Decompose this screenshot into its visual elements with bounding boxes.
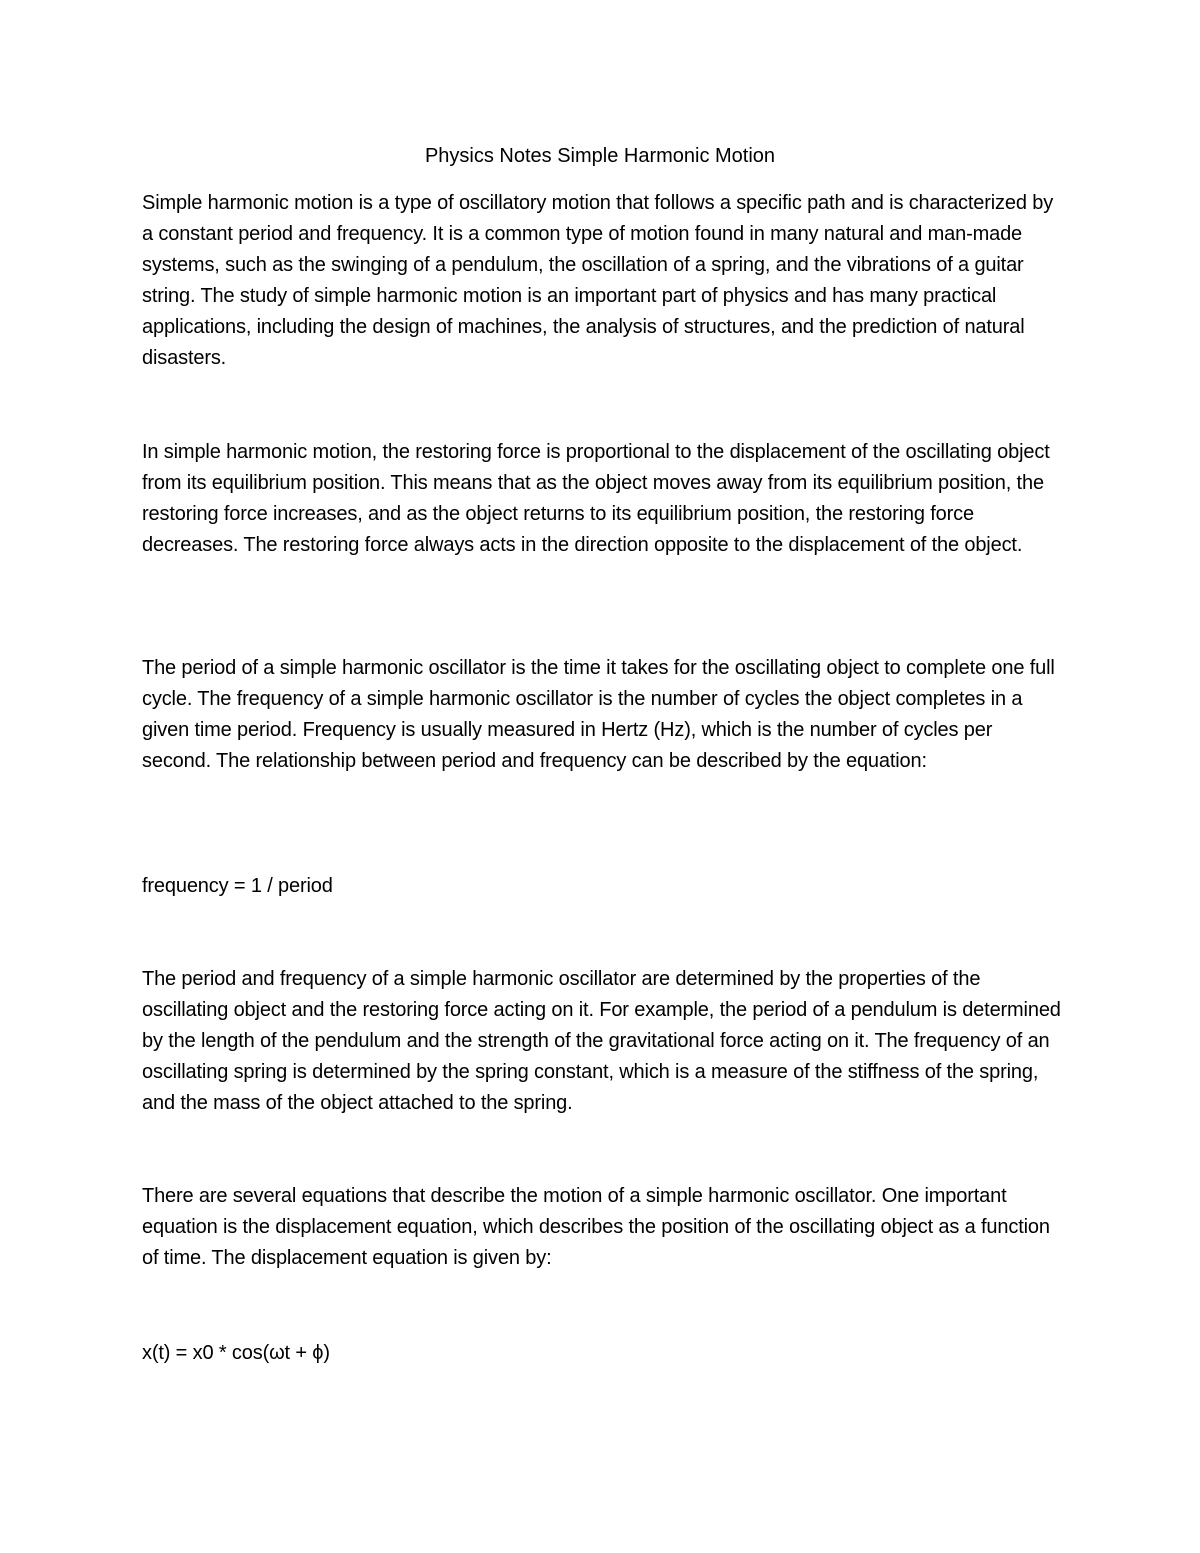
paragraph-equations: There are several equations that describe the motion of a simple harmonic oscillator. One important equation is the displacement equation, which describes the position of the oscillating object as a function of time. The displacement equation is given by: bbox=[142, 1185, 1050, 1270]
paragraph-period-frequency: The period of a simple harmonic oscillator is the time it takes for the oscillating object to complete one full cycle. The frequency of a simple harmonic oscillator is the number of cycles the object completes in a given time period. Frequency is usually measured in Hertz (Hz), which is the number of cycles per second. The relationship between period and frequency can be described by the equation: bbox=[142, 657, 1055, 773]
document-title: Physics Notes Simple Harmonic Motion bbox=[424, 145, 776, 167]
paragraph-introduction: Simple harmonic motion is a type of oscillatory motion that follows a specific path and is characterized by a constant period and frequency. It is a common type of motion found in many natural and man-made systems, such as the swinging of a pendulum, the oscillation of a spring, and the vibrations of a guitar string. The study of simple harmonic motion is an important part of physics and has many practical applications, including the design of machines, the analysis of structures, and the prediction of natural disasters. bbox=[142, 192, 1054, 370]
equation-displacement: x(t) = x0 * cos(ωt + ϕ) bbox=[142, 1342, 330, 1364]
equation-frequency: frequency = 1 / period bbox=[142, 875, 333, 897]
paragraph-determining-factors: The period and frequency of a simple harmonic oscillator are determined by the properties of the oscillating object and the restoring force acting on it. For example, the period of a pendulum is determined by the length of the pendulum and the strength of the gravitational force acting on it. The frequency of an oscillating spring is determined by the spring constant, which is a measure of the stiffness of the spring, and the mass of the object attached to the spring. bbox=[142, 968, 1061, 1115]
paragraph-restoring-force: In simple harmonic motion, the restoring force is proportional to the displacement of the oscillating object from its equilibrium position. This means that as the object moves away from its equilibrium position, the restoring force increases, and as the object returns to its equilibrium position, the restoring force decreases. The restoring force always acts in the direction opposite to the displacement of the object. bbox=[142, 441, 1050, 557]
